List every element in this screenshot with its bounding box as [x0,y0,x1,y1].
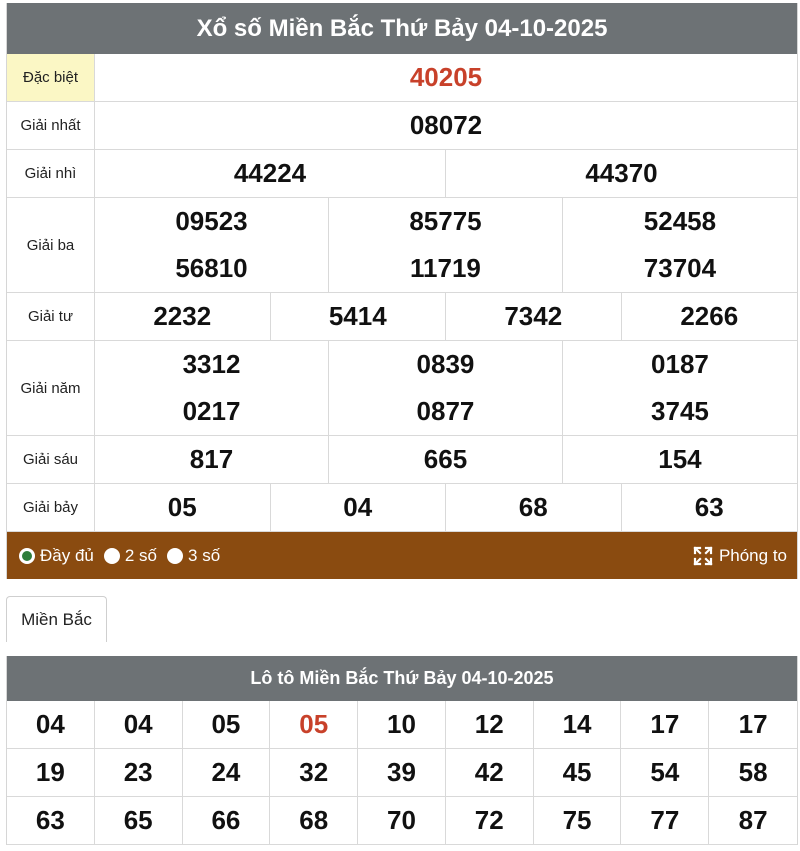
prize-number: 52458 [643,206,717,236]
prize-number: 817 [95,436,329,483]
loto-number: 39 [358,749,446,797]
prize-label: Giải nhất [7,102,95,149]
prize-number: 7342 [446,293,622,340]
loto-number: 54 [621,749,709,797]
prize-number: 44370 [585,158,658,188]
prize-number: 154 [658,444,702,474]
prize-number: 73704 [643,253,717,283]
option-full-radio[interactable] [19,546,94,566]
prize-number: 0877 [329,388,563,435]
loto-number: 68 [270,797,358,845]
loto-number: 87 [709,797,797,845]
prize-row-special [7,54,797,102]
loto-title: Lô tô Miền Bắc Thứ Bảy 04-10-2025 [7,656,797,701]
prize-row-third [7,198,797,293]
prize-number: 11719 [329,245,563,292]
prize-number: 09523 [95,198,329,245]
option-label: 3 số [188,545,221,565]
prize-row-sixth [7,436,797,484]
radio-icon[interactable] [104,548,120,564]
radio-checked-icon[interactable] [19,548,35,564]
option-label: 2 số [124,545,158,565]
prize-row-second [7,150,797,198]
prize-number: 3312 [95,341,329,388]
loto-number: 17 [621,701,709,749]
prize-number: 56810 [95,245,329,292]
prize-number: 44224 [95,150,446,197]
prize-label: Giải tư [7,293,95,340]
prize-number: 08072 [409,110,483,140]
prize-row-fourth [7,293,797,341]
results-title: Xổ số Miền Bắc Thứ Bảy 04-10-2025 [7,3,797,54]
prize-number: 665 [329,436,563,483]
loto-number: 42 [446,749,534,797]
option-label: Đầy đủ [40,545,94,565]
loto-number: 17 [709,701,797,749]
prize-label: Giải ba [7,198,95,292]
loto-number: 45 [534,749,622,797]
loto-number: 63 [7,797,95,845]
prize-label: Giải sáu [7,436,95,483]
tab-mien-bac[interactable]: Miền Bắc [6,596,107,642]
prize-label: Giải bảy [7,484,95,531]
option-three-digit-radio[interactable] [167,546,220,566]
loto-number: 32 [270,749,358,797]
loto-number: 12 [446,701,534,749]
loto-grid [7,701,797,845]
prize-number: 0187 [651,349,709,379]
loto-number: 19 [7,749,95,797]
prize-number: 2232 [95,293,271,340]
prize-row-seventh [7,484,797,532]
prize-row-fifth [7,341,797,436]
loto-number: 65 [95,797,183,845]
loto-number: 05 [270,701,358,749]
region-tabs [6,596,798,642]
loto-number: 70 [358,797,446,845]
radio-icon[interactable] [167,548,183,564]
prize-number: 04 [271,484,447,531]
loto-number: 05 [183,701,271,749]
prize-number: 0839 [329,341,563,388]
display-options-bar [7,532,797,579]
results-table [6,3,798,579]
zoom-button[interactable] [693,546,787,566]
loto-number: 75 [534,797,622,845]
prize-number: 5414 [271,293,447,340]
loto-table [6,656,798,845]
zoom-label: Phóng to [718,545,787,565]
prize-number: 0217 [95,388,329,435]
prize-number: 2266 [680,301,739,331]
prize-number: 63 [694,492,724,522]
loto-number: 14 [534,701,622,749]
prize-number: 05 [95,484,271,531]
prize-label: Đặc biệt [7,54,95,101]
expand-icon [693,546,713,566]
prize-label: Giải nhì [7,150,95,197]
prize-label: Giải năm [7,341,95,435]
prize-number: 68 [446,484,622,531]
loto-number: 04 [7,701,95,749]
loto-number: 10 [358,701,446,749]
loto-number: 72 [446,797,534,845]
loto-number: 23 [95,749,183,797]
loto-number: 66 [183,797,271,845]
loto-number: 77 [621,797,709,845]
option-two-digit-radio[interactable] [104,546,157,566]
prize-row-first [7,102,797,150]
loto-number: 24 [183,749,271,797]
loto-number: 04 [95,701,183,749]
prize-number: 40205 [409,62,483,92]
prize-number: 85775 [329,198,563,245]
loto-number: 58 [709,749,797,797]
prize-number: 3745 [651,396,709,426]
